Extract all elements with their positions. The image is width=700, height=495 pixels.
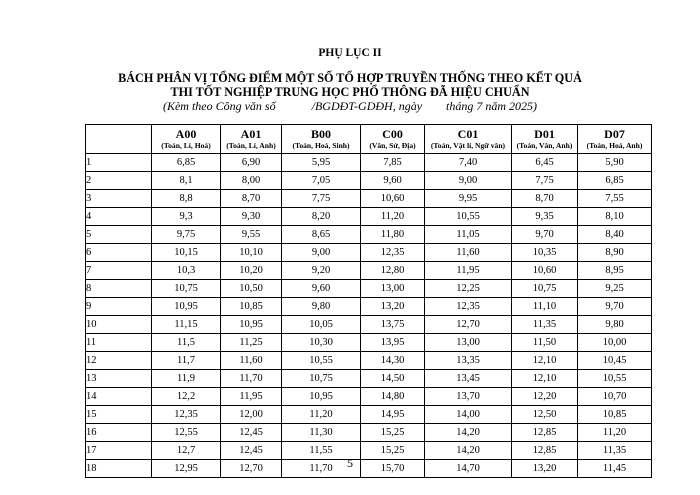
header-col-1 bbox=[221, 125, 282, 154]
row-index: 6 bbox=[86, 244, 152, 262]
header-col-6 bbox=[578, 125, 652, 154]
column-code: D07 bbox=[604, 127, 625, 141]
table-cell: 9,20 bbox=[282, 262, 361, 280]
table-cell: 11,25 bbox=[221, 334, 282, 352]
table-cell: 13,70 bbox=[425, 388, 512, 406]
table-cell: 9,3 bbox=[152, 208, 221, 226]
table-cell: 7,40 bbox=[425, 154, 512, 172]
table-row bbox=[86, 298, 652, 316]
row-index: 1 bbox=[86, 154, 152, 172]
table-cell: 9,60 bbox=[282, 280, 361, 298]
table-cell: 6,45 bbox=[512, 154, 578, 172]
table-cell: 12,85 bbox=[512, 442, 578, 460]
table-cell: 11,35 bbox=[578, 442, 652, 460]
table-cell: 7,75 bbox=[282, 190, 361, 208]
table-cell: 9,95 bbox=[425, 190, 512, 208]
table-cell: 10,05 bbox=[282, 316, 361, 334]
table-row bbox=[86, 406, 652, 424]
table-cell: 11,30 bbox=[282, 424, 361, 442]
table-cell: 10,55 bbox=[578, 370, 652, 388]
header-col-0 bbox=[152, 125, 221, 154]
table-cell: 9,25 bbox=[578, 280, 652, 298]
table-cell: 6,85 bbox=[578, 172, 652, 190]
header-col-3 bbox=[361, 125, 425, 154]
column-subjects: (Toán, Văn, Anh) bbox=[516, 141, 573, 150]
table-cell: 11,15 bbox=[152, 316, 221, 334]
table-cell: 11,7 bbox=[152, 352, 221, 370]
table-cell: 11,70 bbox=[282, 460, 361, 478]
note-part-2: /BGDĐT-GDĐH, ngày bbox=[311, 99, 423, 113]
table-cell: 9,00 bbox=[425, 172, 512, 190]
table-cell: 9,35 bbox=[512, 208, 578, 226]
table-row bbox=[86, 388, 652, 406]
table-cell: 11,05 bbox=[425, 226, 512, 244]
table-row bbox=[86, 262, 652, 280]
table-cell: 10,20 bbox=[221, 262, 282, 280]
table-cell: 10,30 bbox=[282, 334, 361, 352]
table-cell: 10,85 bbox=[221, 298, 282, 316]
row-index: 10 bbox=[86, 316, 152, 334]
row-index: 8 bbox=[86, 280, 152, 298]
table-row bbox=[86, 244, 652, 262]
table-cell: 10,95 bbox=[282, 388, 361, 406]
table-row bbox=[86, 316, 652, 334]
table-cell: 10,10 bbox=[221, 244, 282, 262]
table-cell: 13,35 bbox=[425, 352, 512, 370]
column-subjects: (Văn, Sử, Địa) bbox=[369, 141, 416, 150]
table-cell: 14,80 bbox=[361, 388, 425, 406]
table-cell: 7,75 bbox=[512, 172, 578, 190]
column-code: C01 bbox=[457, 127, 479, 141]
table-cell: 8,8 bbox=[152, 190, 221, 208]
table-cell: 14,95 bbox=[361, 406, 425, 424]
table-cell: 10,95 bbox=[152, 298, 221, 316]
table-cell: 12,00 bbox=[221, 406, 282, 424]
table-row bbox=[86, 226, 652, 244]
table-cell: 12,7 bbox=[152, 442, 221, 460]
table-cell: 10,15 bbox=[152, 244, 221, 262]
column-subjects: (Toán, Lí, Anh) bbox=[226, 141, 276, 150]
table-cell: 8,00 bbox=[221, 172, 282, 190]
table-cell: 8,70 bbox=[512, 190, 578, 208]
table-row bbox=[86, 208, 652, 226]
table-cell: 12,55 bbox=[152, 424, 221, 442]
table-cell: 15,70 bbox=[361, 460, 425, 478]
document-title-line-2: THI TỐT NGHIỆP TRUNG HỌC PHỔ THÔNG ĐÃ HIỆU CHUẨN bbox=[170, 85, 530, 99]
table-cell: 11,35 bbox=[512, 316, 578, 334]
table-cell: 15,25 bbox=[361, 424, 425, 442]
table-cell: 8,20 bbox=[282, 208, 361, 226]
table-cell: 10,60 bbox=[512, 262, 578, 280]
table-cell: 10,45 bbox=[578, 352, 652, 370]
table-cell: 11,95 bbox=[221, 388, 282, 406]
table-cell: 10,35 bbox=[512, 244, 578, 262]
table-cell: 11,80 bbox=[361, 226, 425, 244]
table-cell: 9,75 bbox=[152, 226, 221, 244]
note-part-1: (Kèm theo Công văn số bbox=[162, 99, 276, 113]
header-col-2 bbox=[282, 125, 361, 154]
table-cell: 12,35 bbox=[425, 298, 512, 316]
column-code: B00 bbox=[310, 127, 331, 141]
table-cell: 13,00 bbox=[361, 280, 425, 298]
table-cell: 12,45 bbox=[221, 442, 282, 460]
table-cell: 11,20 bbox=[282, 406, 361, 424]
table-cell: 8,10 bbox=[578, 208, 652, 226]
header-col-5 bbox=[512, 125, 578, 154]
table-cell: 6,90 bbox=[221, 154, 282, 172]
row-index: 2 bbox=[86, 172, 152, 190]
table-cell: 5,90 bbox=[578, 154, 652, 172]
table-cell: 9,80 bbox=[578, 316, 652, 334]
table-cell: 14,50 bbox=[361, 370, 425, 388]
table-cell: 9,60 bbox=[361, 172, 425, 190]
table-cell: 11,9 bbox=[152, 370, 221, 388]
table-cell: 11,45 bbox=[578, 460, 652, 478]
table-cell: 11,20 bbox=[361, 208, 425, 226]
table-cell: 7,85 bbox=[361, 154, 425, 172]
table-cell: 10,75 bbox=[152, 280, 221, 298]
table-cell: 11,55 bbox=[282, 442, 361, 460]
table-cell: 12,2 bbox=[152, 388, 221, 406]
table-cell: 5,95 bbox=[282, 154, 361, 172]
row-index: 7 bbox=[86, 262, 152, 280]
table-cell: 10,70 bbox=[578, 388, 652, 406]
column-code: A01 bbox=[240, 127, 262, 141]
table-cell: 10,55 bbox=[282, 352, 361, 370]
table-cell: 10,50 bbox=[221, 280, 282, 298]
table-cell: 12,85 bbox=[512, 424, 578, 442]
header-col-4 bbox=[425, 125, 512, 154]
row-index: 5 bbox=[86, 226, 152, 244]
row-index: 18 bbox=[86, 460, 152, 478]
table-cell: 12,45 bbox=[221, 424, 282, 442]
table-cell: 12,20 bbox=[512, 388, 578, 406]
table-cell: 15,25 bbox=[361, 442, 425, 460]
table-cell: 12,10 bbox=[512, 370, 578, 388]
table-cell: 8,65 bbox=[282, 226, 361, 244]
table-cell: 11,95 bbox=[425, 262, 512, 280]
table-cell: 6,85 bbox=[152, 154, 221, 172]
table-cell: 13,95 bbox=[361, 334, 425, 352]
table-cell: 12,70 bbox=[425, 316, 512, 334]
column-subjects: (Toán, Vật lí, Ngữ văn) bbox=[430, 141, 506, 150]
table-cell: 12,25 bbox=[425, 280, 512, 298]
table-cell: 12,95 bbox=[152, 460, 221, 478]
table-row bbox=[86, 172, 652, 190]
column-subjects: (Toán, Hoá, Anh) bbox=[586, 141, 643, 150]
table-row bbox=[86, 190, 652, 208]
table-cell: 9,80 bbox=[282, 298, 361, 316]
table-cell: 9,70 bbox=[578, 298, 652, 316]
table-cell: 10,00 bbox=[578, 334, 652, 352]
table-cell: 13,45 bbox=[425, 370, 512, 388]
column-code: D01 bbox=[534, 127, 555, 141]
table-cell: 13,20 bbox=[361, 298, 425, 316]
row-index: 14 bbox=[86, 388, 152, 406]
table-cell: 10,75 bbox=[282, 370, 361, 388]
column-subjects: (Toán, Lí, Hoá) bbox=[161, 141, 211, 150]
table-cell: 8,95 bbox=[578, 262, 652, 280]
table-cell: 10,95 bbox=[221, 316, 282, 334]
table-cell: 11,10 bbox=[512, 298, 578, 316]
table-cell: 8,90 bbox=[578, 244, 652, 262]
table-cell: 14,30 bbox=[361, 352, 425, 370]
row-index: 3 bbox=[86, 190, 152, 208]
table-row bbox=[86, 334, 652, 352]
percentile-table bbox=[85, 124, 652, 478]
row-index: 17 bbox=[86, 442, 152, 460]
row-index: 13 bbox=[86, 370, 152, 388]
table-cell: 12,70 bbox=[221, 460, 282, 478]
table-cell: 10,3 bbox=[152, 262, 221, 280]
table-cell: 8,70 bbox=[221, 190, 282, 208]
table-cell: 14,00 bbox=[425, 406, 512, 424]
row-index: 11 bbox=[86, 334, 152, 352]
table-cell: 8,1 bbox=[152, 172, 221, 190]
table-cell: 10,55 bbox=[425, 208, 512, 226]
page-number: 5 bbox=[347, 456, 353, 470]
table-cell: 9,70 bbox=[512, 226, 578, 244]
note-part-3: tháng 7 năm 2025) bbox=[446, 99, 538, 113]
header-index bbox=[86, 125, 152, 154]
row-index: 12 bbox=[86, 352, 152, 370]
row-index: 4 bbox=[86, 208, 152, 226]
table-cell: 11,5 bbox=[152, 334, 221, 352]
table-header-row bbox=[86, 125, 652, 154]
column-code: C00 bbox=[382, 127, 403, 141]
table-cell: 10,75 bbox=[512, 280, 578, 298]
reference-note bbox=[0, 99, 700, 113]
row-index: 16 bbox=[86, 424, 152, 442]
table-row bbox=[86, 280, 652, 298]
table-cell: 11,70 bbox=[221, 370, 282, 388]
table-cell: 14,20 bbox=[425, 442, 512, 460]
table-cell: 11,50 bbox=[512, 334, 578, 352]
table-row bbox=[86, 154, 652, 172]
table-cell: 13,75 bbox=[361, 316, 425, 334]
table-cell: 12,80 bbox=[361, 262, 425, 280]
row-index: 9 bbox=[86, 298, 152, 316]
table-cell: 14,70 bbox=[425, 460, 512, 478]
table-row bbox=[86, 352, 652, 370]
table-cell: 9,30 bbox=[221, 208, 282, 226]
table-cell: 13,00 bbox=[425, 334, 512, 352]
table-cell: 12,35 bbox=[361, 244, 425, 262]
table-row bbox=[86, 370, 652, 388]
table-cell: 14,20 bbox=[425, 424, 512, 442]
table-body bbox=[86, 154, 652, 478]
table-cell: 11,20 bbox=[578, 424, 652, 442]
table-cell: 7,05 bbox=[282, 172, 361, 190]
column-code: A00 bbox=[175, 127, 197, 141]
appendix-title: PHỤ LỤC II bbox=[318, 47, 382, 59]
table-cell: 12,35 bbox=[152, 406, 221, 424]
table-cell: 9,55 bbox=[221, 226, 282, 244]
document-title-line-1: BÁCH PHÂN VỊ TỔNG ĐIỂM MỘT SỐ TỔ HỢP TRUYỀN THỐNG THEO KẾT QUẢ bbox=[118, 71, 582, 85]
table-cell: 8,40 bbox=[578, 226, 652, 244]
table-cell: 11,60 bbox=[221, 352, 282, 370]
table-row bbox=[86, 424, 652, 442]
table-cell: 10,60 bbox=[361, 190, 425, 208]
table-cell: 7,55 bbox=[578, 190, 652, 208]
table-cell: 12,10 bbox=[512, 352, 578, 370]
table-cell: 9,00 bbox=[282, 244, 361, 262]
column-subjects: (Toán, Hoá, Sinh) bbox=[292, 141, 350, 150]
table-cell: 10,85 bbox=[578, 406, 652, 424]
table-cell: 11,60 bbox=[425, 244, 512, 262]
table-cell: 12,50 bbox=[512, 406, 578, 424]
row-index: 15 bbox=[86, 406, 152, 424]
table-cell: 13,20 bbox=[512, 460, 578, 478]
